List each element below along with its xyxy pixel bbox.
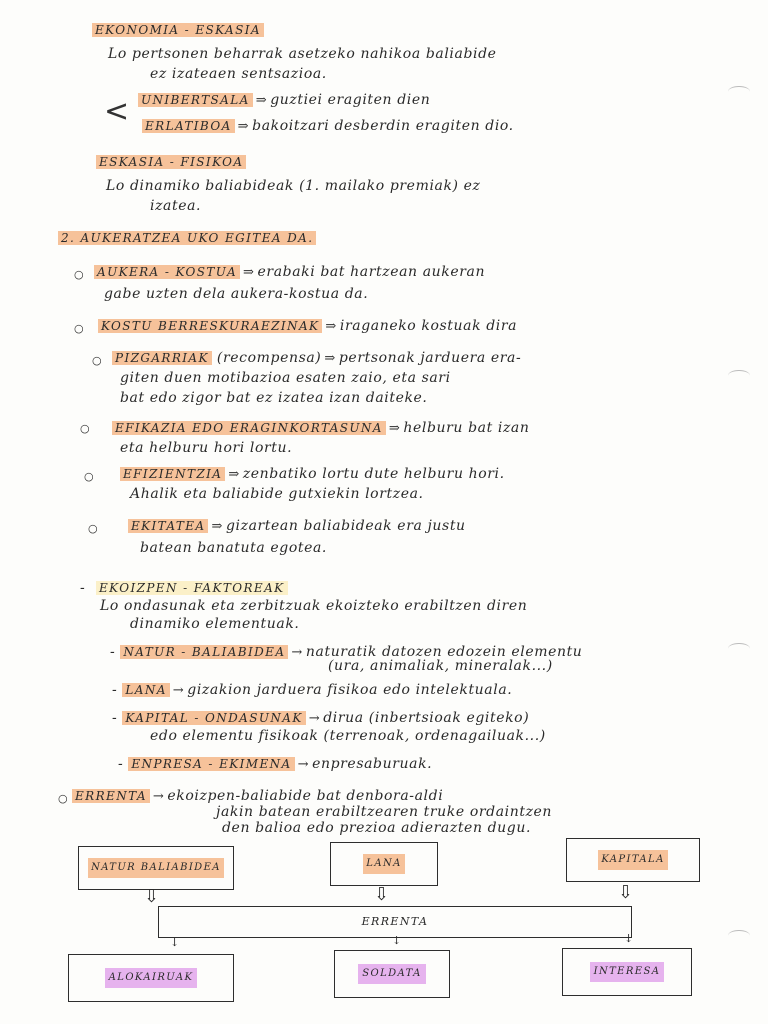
factor-label: LANA: [122, 683, 169, 697]
diagram-label: INTERESA: [590, 962, 665, 982]
diagram-label: ERRENTA: [361, 915, 429, 928]
concept-note: (recompensa): [216, 350, 322, 366]
diagram-label: KAPITALA: [598, 850, 667, 870]
definition-line: ez izateaen sentsazioa.: [150, 66, 327, 82]
concept-item: [112, 348, 521, 369]
implies-arrow-icon: ⇒: [325, 319, 337, 334]
dash-icon: -: [118, 756, 129, 772]
diagram-box-lana: [330, 842, 438, 886]
definition-line: izatea.: [150, 198, 202, 214]
concept-label: EFIZIENTZIA: [120, 467, 225, 481]
implies-arrow-icon: ⇒: [388, 421, 401, 436]
concept-label: EFIKAZIA EDO ERAGINKORTASUNA: [112, 421, 386, 435]
down-arrow-icon: ↓: [170, 936, 180, 949]
type-row: [142, 116, 514, 137]
implies-arrow-icon: ⇒: [228, 467, 240, 482]
bullet-icon: ○: [88, 522, 98, 535]
arrow-icon: →: [172, 683, 185, 698]
concept-text: giten duen motibazioa esaten zaio, eta sari: [120, 370, 451, 386]
bullet-icon: ○: [58, 792, 68, 805]
section-title-text: 2. AUKERATZEA UKO EGITEA DA.: [58, 231, 316, 245]
concept-text: helburu bat izan: [403, 420, 530, 436]
concept-text: gabe uzten dela aukera-kostua da.: [104, 286, 369, 302]
implies-arrow-icon: ⇒: [237, 119, 250, 134]
bullet-icon: ○: [80, 422, 90, 435]
bullet-icon: ○: [74, 268, 84, 281]
factor-label: KAPITAL - ONDASUNAK: [122, 711, 305, 725]
factor-item: [112, 680, 512, 701]
concept-item: [120, 464, 505, 485]
arrow-icon: →: [297, 757, 310, 772]
diagram-box-natur: [78, 846, 234, 890]
concept-item: [112, 418, 530, 439]
concept-label: PIZGARRIAK: [112, 351, 212, 365]
concept-item: [98, 316, 517, 337]
bullet-icon: ○: [92, 354, 102, 367]
definition-line: Lo pertsonen beharrak asetzeko nahikoa baliabide: [108, 46, 497, 62]
diagram-label: SOLDATA: [358, 964, 426, 984]
implies-arrow-icon: ⇒: [243, 265, 255, 280]
down-arrow-icon: ⇩: [144, 886, 160, 907]
concept-text: bat edo zigor bat ez izatea izan daiteke.: [120, 390, 428, 406]
diagram-label: NATUR BALIABIDEA: [88, 858, 224, 878]
concept-text: eta helburu hori lortu.: [120, 440, 293, 456]
concept-text: batean banatuta egotea.: [140, 540, 327, 556]
down-arrow-icon: ↓: [392, 934, 402, 947]
bullet-icon: ○: [84, 470, 94, 483]
factor-label: ENPRESA - EKIMENA: [128, 757, 294, 771]
diagram-box-kapitala: [566, 838, 700, 882]
concept-text: erabaki bat hartzean aukeran: [257, 264, 486, 280]
concept-item: [94, 262, 485, 283]
bracket-icon: <: [104, 94, 130, 129]
dash-icon: -: [110, 644, 121, 660]
binder-hole: [728, 643, 750, 654]
diagram-label: LANA: [363, 854, 404, 874]
section-title: [58, 228, 316, 248]
section-title: [96, 152, 246, 172]
definition-line: dinamiko elementuak.: [130, 616, 300, 632]
concept-text: Ahalik eta baliabide gutxiekin lortzea.: [130, 486, 424, 502]
down-arrow-icon: ↓: [624, 932, 634, 945]
down-arrow-icon: ⇩: [618, 882, 634, 903]
concept-text: pertsonak jarduera era-: [338, 350, 522, 366]
binder-hole: [728, 930, 750, 941]
implies-arrow-icon: ⇒: [211, 519, 223, 534]
diagram-box-interesa: [562, 948, 692, 996]
definition-line: Lo dinamiko baliabideak (1. mailako premiak) ez: [106, 178, 481, 194]
concept-label: KOSTU BERRESKURAEZINAK: [98, 319, 322, 333]
definition-line: Lo ondasunak eta zerbitzuak ekoizteko erabiltzen diren: [100, 598, 528, 614]
diagram-box-alokairuak: [68, 954, 234, 1002]
diagram-box-soldata: [334, 950, 450, 998]
concept-item: [128, 516, 466, 537]
diagram-label: ALOKAIRUAK: [105, 968, 198, 988]
section-title: [92, 20, 264, 40]
section-title: [96, 578, 288, 598]
down-arrow-icon: ⇩: [374, 884, 390, 905]
concept-text: zenbatiko lortu dute helburu hori.: [242, 466, 505, 482]
concept-text: gizartean baliabideak era justu: [225, 518, 466, 534]
type-text: bakoitzari desberdin eragiten dio.: [252, 118, 514, 134]
binder-hole: [728, 370, 750, 381]
type-label: ERLATIBOA: [142, 119, 235, 133]
factor-text: dirua (inbertsioak egiteko): [323, 710, 530, 726]
factor-text: (ura, animaliak, mineralak...): [328, 658, 553, 674]
arrow-icon: →: [152, 789, 165, 804]
implies-arrow-icon: ⇒: [324, 351, 336, 366]
concept-label: ERRENTA: [72, 789, 150, 803]
type-label: UNIBERTSALA: [138, 93, 253, 107]
concept-text: jakin batean erabiltzearen truke ordaintzen: [216, 804, 553, 820]
factor-text: gizakion jarduera fisikoa edo intelektuala.: [187, 682, 513, 698]
concept-label: AUKERA - KOSTUA: [94, 265, 240, 279]
concept-text: ekoizpen-baliabide bat denbora-aldi: [167, 788, 444, 804]
implies-arrow-icon: ⇒: [255, 93, 268, 108]
section-title-text: EKONOMIA - ESKASIA: [92, 23, 264, 37]
dash-icon: -: [112, 682, 123, 698]
binder-hole: [728, 86, 750, 97]
factor-text: enpresaburuak.: [312, 756, 433, 772]
section-title-text: EKOIZPEN - FAKTOREAK: [96, 581, 288, 595]
type-text: guztiei eragiten dien: [270, 92, 431, 108]
dash-icon: -: [80, 580, 86, 596]
arrow-icon: →: [291, 645, 303, 660]
dash-icon: -: [112, 710, 123, 726]
factor-label: NATUR - BALIABIDEA: [120, 645, 288, 659]
factor-text: naturatik datozen edozein elementu: [305, 644, 583, 660]
factor-item: [118, 754, 432, 775]
bullet-icon: ○: [74, 322, 84, 335]
type-row: [138, 90, 430, 111]
concept-text: iraganeko kostuak dira: [339, 318, 518, 334]
concept-text: den balioa edo prezioa adierazten dugu.: [222, 820, 532, 836]
section-title-text: ESKASIA - FISIKOA: [96, 155, 246, 169]
factor-text: edo elementu fisikoak (terrenoak, ordenagailuak...): [150, 728, 546, 744]
arrow-icon: →: [308, 711, 321, 726]
concept-label: EKITATEA: [128, 519, 208, 533]
